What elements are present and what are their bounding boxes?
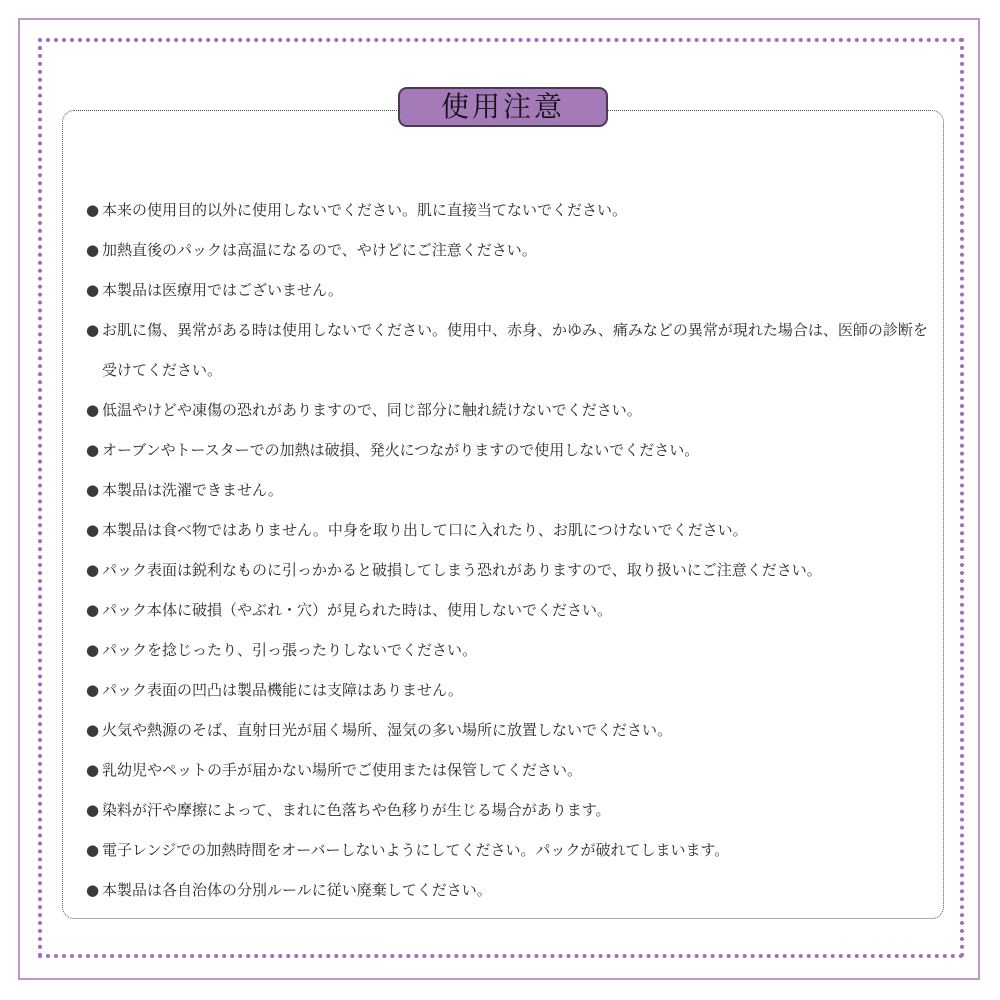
bullet-icon: ●: [86, 641, 100, 659]
list-item: [86, 790, 932, 830]
bullet-icon: ●: [86, 721, 100, 739]
list-item: [86, 230, 932, 270]
note-text: 電子レンジでの加熱時間をオーバーしないようにしてください。パックが破れてしまいます。: [102, 841, 730, 859]
list-item: [86, 590, 932, 630]
list-item: [86, 270, 932, 310]
note-text: 本製品は医療用ではございません。: [102, 281, 343, 299]
bullet-icon: ●: [86, 881, 100, 899]
list-item: [86, 510, 932, 550]
title-plate: [398, 87, 608, 127]
list-item: [86, 710, 932, 750]
list-item: [86, 630, 932, 670]
note-text: 本製品は各自治体の分別ルールに従い廃棄してください。: [102, 881, 492, 899]
caution-list: [86, 190, 932, 910]
list-item: [86, 190, 932, 230]
list-item: [86, 830, 932, 870]
note-text: 本製品は洗濯できません。: [102, 481, 283, 499]
bullet-icon: ●: [86, 681, 100, 699]
bullet-icon: ●: [86, 841, 100, 859]
bullet-icon: ●: [86, 601, 100, 619]
bullet-icon: ●: [86, 481, 100, 499]
note-text: パックを捻じったり、引っ張ったりしないでください。: [102, 641, 478, 659]
list-item: [86, 670, 932, 710]
note-text: パック本体に破損（やぶれ・穴）が見られた時は、使用しないでください。: [102, 601, 613, 619]
note-text: 火気や熱源のそば、直射日光が届く場所、湿気の多い場所に放置しないでください。: [102, 721, 673, 739]
note-text: 染料が汗や摩擦によって、まれに色落ちや色移りが生じる場合があります。: [102, 801, 611, 819]
note-text: 低温やけどや凍傷の恐れがありますので、同じ部分に触れ続けないでください。: [102, 401, 642, 419]
list-item: [86, 430, 932, 470]
note-text: お肌に傷、異常がある時は使用しないでください。使用中、赤身、かゆみ、痛みなどの異常が現れた場合は、医師の診断を受けてください。: [102, 321, 928, 379]
list-item: [86, 750, 932, 790]
note-text: パック表面は鋭利なものに引っかかると破損してしまう恐れがありますので、取り扱いにご注意ください。: [102, 561, 822, 579]
page-title: 使用注意: [440, 90, 565, 123]
bullet-icon: ●: [86, 401, 100, 419]
bullet-icon: ●: [86, 441, 100, 459]
bullet-icon: ●: [86, 561, 100, 579]
list-item: [86, 550, 932, 590]
note-text: 乳幼児やペットの手が届かない場所でご使用または保管してください。: [102, 761, 583, 779]
list-item: [86, 870, 932, 910]
list-item: [86, 470, 932, 510]
bullet-icon: ●: [86, 321, 100, 339]
note-text: パック表面の凹凸は製品機能には支障はありません。: [102, 681, 463, 699]
bullet-icon: ●: [86, 801, 100, 819]
note-text: 本製品は食べ物ではありません。中身を取り出して口に入れたり、お肌につけないでください。: [102, 521, 748, 539]
bullet-icon: ●: [86, 201, 100, 219]
note-text: オーブンやトースターでの加熱は破損、発火につながりますので使用しないでください。: [102, 441, 700, 459]
bullet-icon: ●: [86, 241, 100, 259]
note-text: 加熱直後のパックは高温になるので、やけどにご注意ください。: [102, 241, 537, 259]
bullet-icon: ●: [86, 281, 100, 299]
bullet-icon: ●: [86, 761, 100, 779]
list-item: [86, 390, 932, 430]
list-item: [86, 310, 932, 390]
note-text: 本来の使用目的以外に使用しないでください。肌に直接当てないでください。: [102, 201, 628, 219]
bullet-icon: ●: [86, 521, 100, 539]
